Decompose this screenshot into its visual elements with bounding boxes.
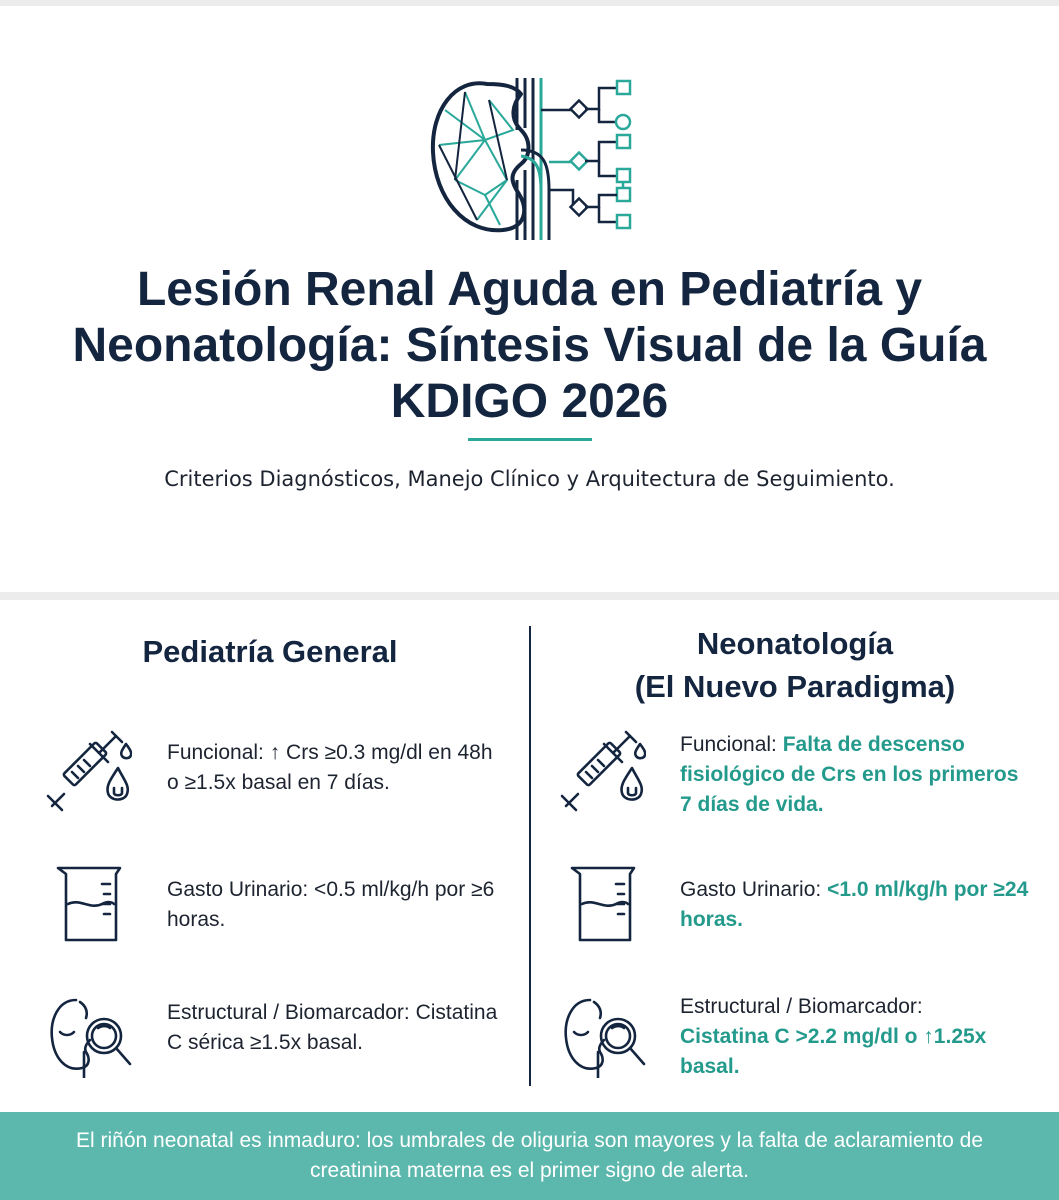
- neonatologia-funcional-label: Funcional:: [680, 733, 777, 756]
- neonatologia-funcional-text: [680, 730, 1030, 820]
- pediatria-funcional-text: Funcional: ↑ Crs ≥0.3 mg/dl en 48h o ≥1.5x basal en 7 días.: [167, 741, 493, 794]
- kidney-magnifier-icon: [46, 992, 132, 1078]
- neonatologia-funcional-value: Falta de descenso fisiológico de Crs en los primeros 7 días de vida.: [680, 733, 1019, 816]
- pediatria-estructural-text: Estructural / Biomarcador: Cistatina C sérica ≥1.5x basal.: [167, 1001, 498, 1054]
- page-title: Lesión Renal Aguda en Pediatría y Neonatología: Síntesis Visual de la Guía KDIGO 2026: [72, 263, 987, 428]
- kidney-circuit-logo-icon: [425, 70, 635, 244]
- neonatologia-gasto-label: Gasto Urinario:: [680, 878, 822, 901]
- key-message-banner: [0, 1112, 1059, 1200]
- neonatologia-gasto-value: <1.0 ml/kg/h por ≥24 horas.: [680, 878, 1029, 931]
- neonatologia-heading-line1: Neonatología: [696, 626, 894, 661]
- page-subtitle: Criterios Diagnósticos, Manejo Clínico y Arquitectura de Seguimiento.: [164, 467, 895, 491]
- neonatologia-gasto-text: [680, 875, 1030, 935]
- neonatologia-heading-line2: (El Nuevo Paradigma): [634, 669, 956, 704]
- header-card: [0, 6, 1059, 592]
- neonatologia-estructural-label: Estructural / Biomarcador:: [680, 995, 923, 1018]
- beaker-icon: [46, 860, 132, 946]
- title-divider: [468, 438, 592, 441]
- neonatologia-estructural-text: [680, 992, 1010, 1082]
- neonatologia-heading: [560, 622, 1030, 708]
- pediatria-heading: Pediatría General: [142, 634, 398, 669]
- column-divider: [529, 626, 531, 1086]
- comparison-card: [0, 600, 1059, 1112]
- beaker-icon: [560, 860, 646, 946]
- syringe-drop-icon: [560, 726, 646, 812]
- syringe-drop-icon: [46, 726, 132, 812]
- kidney-magnifier-icon: [560, 992, 646, 1078]
- banner-text: El riñón neonatal es inmaduro: los umbrales de oliguria son mayores y la falta de aclaramiento de creatinina materna es el primer signo de alerta.: [76, 1129, 983, 1182]
- pediatria-gasto-text: Gasto Urinario: <0.5 ml/kg/h por ≥6 horas.: [167, 878, 495, 931]
- neonatologia-estructural-value: Cistatina C >2.2 mg/dl o ↑1.25x basal.: [680, 1025, 987, 1078]
